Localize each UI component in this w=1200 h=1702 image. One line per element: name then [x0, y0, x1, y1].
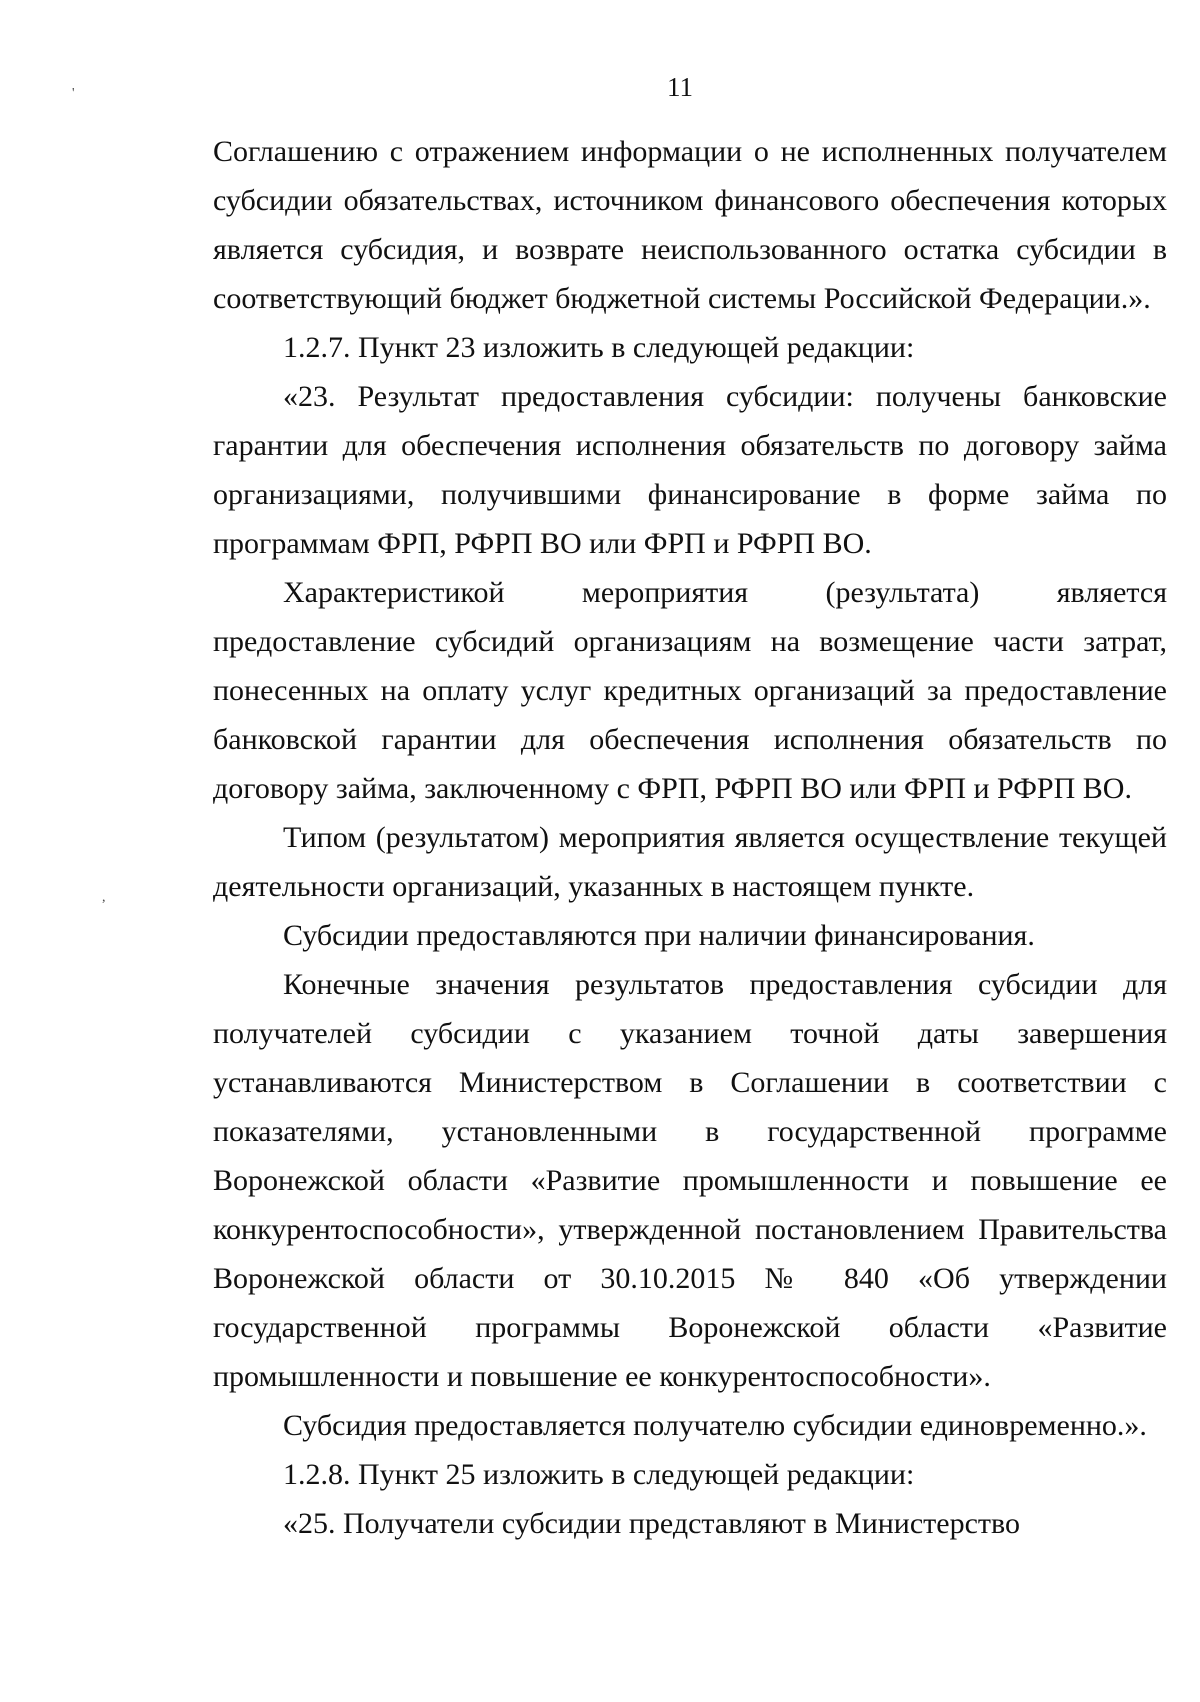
paragraph-clause-25: «25. Получатели субсидии представляют в Министерство	[283, 1507, 1020, 1540]
paragraph-item-1-2-7: 1.2.7. Пункт 23 изложить в следующей редакции:	[283, 331, 915, 364]
paragraph-clause-23: «23. Результат предоставления субсидии: получены банковские гарантии для обеспечения исполнения обязательств по договору займа организациями, получившими финансирование в форме займа по программам ФРП, РФРП ВО или ФРП и РФРП ВО.	[213, 380, 1167, 560]
document-body	[213, 127, 1167, 1548]
scan-artifact: ,	[102, 890, 106, 905]
paragraph-characteristic: Характеристикой мероприятия (результата) является предоставление субсидий организациям на возмещение части затрат, понесенных на оплату услуг кредитных организаций за предоставление банковской гарантии для обеспечения исполнения обязательств по договору займа, заключенному с ФРП, РФРП ВО или ФРП и РФРП ВО.	[213, 576, 1167, 805]
page-number: 11	[667, 72, 693, 102]
paragraph-final-values: Конечные значения результатов предоставления субсидии для получателей субсидии с указанием точной даты завершения устанавливаются Министерством в Соглашении в соответствии с показателями, установленными в государственной программе Воронежской области «Развитие промышленности и повышение ее конкурентоспособности», утвержденной постановлением Правительства Воронежской области от 30.10.2015 № 840 «Об утверждении государственной программы Воронежской области «Развитие промышленности и повышение ее конкурентоспособности».	[213, 968, 1167, 1393]
paragraph-item-1-2-8: 1.2.8. Пункт 25 изложить в следующей редакции:	[283, 1458, 915, 1491]
paragraph-one-time: Субсидия предоставляется получателю субсидии единовременно.».	[283, 1409, 1147, 1442]
paragraph-financing: Субсидии предоставляются при наличии финансирования.	[283, 919, 1035, 952]
paragraph-continuation: Соглашению с отражением информации о не исполненных получателем субсидии обязательствах, источником финансового обеспечения которых является субсидия, и возврате неиспользованного остатка субсидии в соответствующий бюджет бюджетной системы Российской Федерации.».	[213, 135, 1167, 315]
paragraph-type: Типом (результатом) мероприятия является осуществление текущей деятельности организаций, указанных в настоящем пункте.	[213, 821, 1167, 903]
scan-artifact: '	[72, 86, 75, 101]
